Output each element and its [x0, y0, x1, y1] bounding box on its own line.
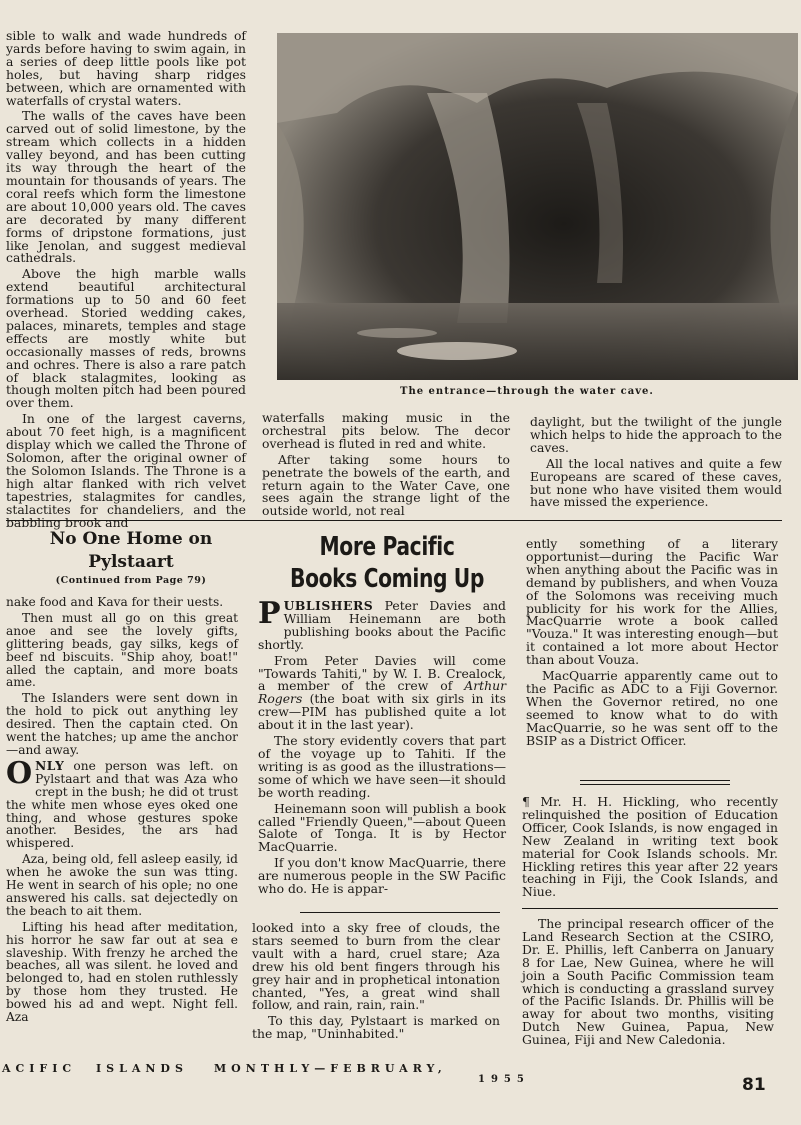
paragraph-text: one person was left. on Pylstaart and that was Aza who crept in the bush; he did ot trust the white men whose eyes oked one thing, and whose gestures spoke another. Besides, the ars had whispered.: [6, 758, 238, 851]
cave-entrance-photo: [277, 33, 798, 380]
paragraph: looked into a sky free of clouds, the stars seemed to burn from the clear vault with a hard, cruel stare; Aza drew his old bent fingers through his grey hair and in prophetical intonation chanted, "Yes, a great wind shall follow, and rain, rain, rain.": [252, 920, 500, 1013]
article1-mid-column: [262, 412, 510, 521]
article2-continued-column: [252, 922, 500, 1044]
paragraph: daylight, but the twilight of the jungle which helps to hide the approach to the caves.: [530, 414, 782, 455]
article2-left-column: [6, 596, 238, 1027]
paragraph: Aza, being old, fell asleep easily, id when he awoke the sun was tting. He went in search of his ople; no one answered his calls. sat dejectedly on the beach to ait them.: [6, 852, 238, 918]
article2-title: No One Home on Pylstaart: [49, 529, 213, 572]
column-divider: [300, 912, 500, 913]
paragraph: In one of the largest caverns, about 70 feet high, is a magnificent display which we called the Throne of Solomon, after the original owner of the Solomon Islands. The Throne is a high altar flanked with rich velvet tapestries, stalagmites for candles, stalactites for chandeliers, and the babbling brook and: [6, 411, 246, 530]
paragraph: The Islanders were sent down in the hold to pick out anything ley desired. Then the captain cted. On went the hatches; up ame the anchor—and away.: [6, 691, 238, 757]
article1-right-column: [530, 416, 782, 512]
article3-mid-column: [258, 596, 506, 899]
page-footer: [0, 1062, 801, 1092]
footer-pacific: ACIFIC: [2, 1062, 77, 1075]
footer-year: 1955: [478, 1074, 530, 1085]
paragraph: All the local natives and quite a few Europeans are scared of these caves, but none who have visited them would have missed the experience.: [530, 455, 782, 510]
paragraph: nake food and Kava for their uests.: [6, 595, 224, 609]
boat-name: Arthur Rogers: [258, 678, 506, 707]
paragraph: Lifting his head after meditation, his horror he saw far out at sea e slaveship. With frenzy he arched the beaches, all was silent. he loved and belonged to, had en stolen ruthlessly by those hom they trusted. He bowed his ad and wept. Night fell. Aza: [6, 919, 238, 1025]
paragraph: After taking some hours to penetrate the bowels of the earth, and return again to the Water Cave, one sees again the strange light of the outside world, not real: [262, 451, 510, 519]
lead-word: NLY: [35, 758, 65, 773]
paragraph: ently something of a literary opportunist—during the Pacific War when anything about the Pacific was in demand by publishers, and when Vouza of the Solomons was receiving much publicity for his work for the Allies, MacQuarrie wrote a book called "Vouza." It was interesting enough—but it contained a lot more about Hector than about Vouza.: [526, 536, 778, 668]
article3-title: More Pacific Books Coming Up: [289, 532, 485, 594]
news-divider: [522, 908, 778, 909]
paragraph-only: [6, 755, 238, 851]
news-phillis: [522, 918, 774, 1050]
footer-islands: ISLANDS: [96, 1062, 188, 1075]
paragraph: Then must all go on this great anoe and see the lovely gifts, glittering beads, gay silks, kegs of beef nd biscuits. "Ship ahoy, boat!" alled the captain, and more boats ame.: [6, 610, 238, 690]
article3-right-column: [526, 538, 778, 751]
paragraph: If you don't know MacQuarrie, there are numerous people in the SW Pacific who do. He is appar-: [258, 855, 506, 897]
double-rule: [580, 780, 730, 785]
footer-month: MONTHLY—FEBRUARY,: [214, 1062, 447, 1075]
section-divider: [6, 520, 782, 521]
photo-caption: The entrance—through the water cave.: [400, 386, 654, 397]
paragraph: The walls of the caves have been carved out of solid limestone, by the stream which collects in a hidden valley beyond, and has been cutting its way through the heart of the mountain for thousands of years. The coral reefs which form the limestone are about 10,000 years old. The caves are decorated by many different forms of dripstone formations, just like Jenolan, and suggest medieval cathedrals.: [6, 108, 246, 266]
paragraph: [258, 652, 506, 733]
continued-note: (Continued from Page 79): [55, 575, 207, 586]
paragraph: Heinemann soon will publish a book called "Friendly Queen,"—about Queen Salote of Tonga. It is by Hector MacQuarrie.: [258, 800, 506, 855]
lead-word: UBLISHERS: [283, 598, 374, 613]
page-number: 81: [742, 1075, 766, 1095]
drop-cap: O: [6, 755, 33, 791]
cave-photo-image: [277, 33, 798, 380]
article1-left-column: [6, 30, 246, 532]
paragraph-text: From Peter Davies will come "Towards Tahiti," by W. I. B. Crealock, a member of the crew of: [258, 652, 506, 694]
paragraph-text: (the boat with six girls in its crew—PIM has published quite a lot about it in the last year).: [258, 691, 506, 733]
paragraph: The story evidently covers that part of the voyage up to Tahiti. If the writing is as good as the illustrations—some of which we have seen—it should be worth reading.: [258, 733, 506, 800]
paragraph-text: Peter Davies and William Heinemann are both publishing books about the Pacific shortly.: [258, 598, 506, 652]
paragraph: sible to walk and wade hundreds of yards before having to swim again, in a series of deep little pools like pot holes, but having sharp ridges between, which are ornamented with waterfalls of crystal waters.: [6, 28, 246, 108]
news-hickling: [522, 796, 778, 902]
paragraph: Above the high marble walls extend beautiful architectural formations up to 50 and 60 feet overhead. Storied wedding cakes, palaces, minarets, temples and stage effects are mostly white but occasionally masses of reds, browns and ochres. There is also a rare patch of black stalagmites, looking as though molten pitch had been poured over them.: [6, 266, 246, 411]
paragraph: ¶ Mr. H. H. Hickling, who recently relinquished the position of Education Officer, Cook Islands, is now engaged in New Zealand in writing text book material for Cook Islands schools. Mr. Hickling retires this year after 22 years teaching in Fiji, the Cook Islands, and Niue.: [522, 794, 778, 900]
paragraph: The principal research officer of the Land Research Section at the CSIRO, Dr. E. Phillis, left Canberra on January 8 for Lae, New Guinea, where he will join a South Pacific Commission team which is conducting a grassland survey of the Pacific Islands. Dr. Phillis will be away for about two months, visiting Dutch New Guinea, Papua, New Guinea, Fiji and New Caledonia.: [522, 916, 774, 1048]
drop-cap: P: [258, 596, 281, 631]
paragraph: MacQuarrie apparently came out to the Pacific as ADC to a Fiji Governor. When the Governor retired, no one seemed to know what to do with MacQuarrie, so he was sent off to the BSIP as a District Officer.: [526, 668, 778, 748]
paragraph: To this day, Pylstaart is marked on the map, "Uninhabited.": [252, 1013, 500, 1042]
paragraph: waterfalls making music in the orchestral pits below. The decor overhead is fluted in red and white.: [262, 410, 510, 451]
paragraph-lead: [258, 596, 506, 652]
